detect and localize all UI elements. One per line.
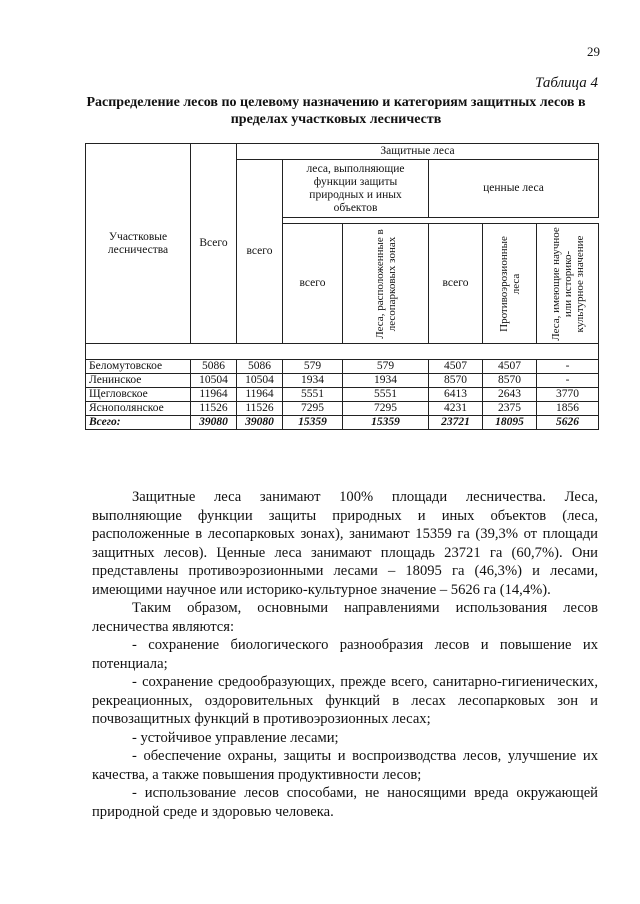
total-np: 15359 (283, 416, 343, 430)
header-val-total: всего (429, 224, 483, 344)
row-np-total: 579 (283, 360, 343, 374)
list-item: - устойчивое управление лесами; (132, 729, 339, 746)
row-total: 5086 (191, 360, 237, 374)
row-val-anti-erosion: 8570 (483, 374, 537, 388)
header-val-scientific (537, 224, 599, 344)
row-np-forest-park: 1934 (343, 374, 429, 388)
header-val-anti-erosion-text: Противоэрозионные леса (497, 235, 522, 332)
list-item: - использование лесов способами, не наносящими вреда окружающей природной среде и здоровью человека. (92, 785, 598, 820)
row-val-anti-erosion: 2375 (483, 402, 537, 416)
row-total: 11964 (191, 388, 237, 402)
row-protective-total: 5086 (237, 360, 283, 374)
header-protective: Защитные леса (237, 144, 599, 160)
row-val-total: 8570 (429, 374, 483, 388)
blank-row (86, 344, 599, 360)
row-np-total: 5551 (283, 388, 343, 402)
header-protective-total: всего (237, 160, 283, 344)
total-val-scientific: 5626 (537, 416, 599, 430)
table-row (86, 360, 599, 374)
row-np-total: 1934 (283, 374, 343, 388)
blank-cell (86, 344, 599, 360)
row-total: 10504 (191, 374, 237, 388)
header-val-scientific-text: Леса, имеющие научное или историко-культурное значение (549, 226, 586, 341)
header-val-anti-erosion (483, 224, 537, 344)
row-val-total: 4507 (429, 360, 483, 374)
total-all: 39080 (191, 416, 237, 430)
row-protective-total: 11964 (237, 388, 283, 402)
row-np-forest-park: 5551 (343, 388, 429, 402)
row-protective-total: 10504 (237, 374, 283, 388)
list-item: - сохранение средообразующих, прежде всего, санитарно-гигиенических, рекреационных, оздоровительных функций в лесах лесопарковых зон и почвозащитных функций в противоэрозионных лесах; (92, 674, 598, 727)
row-np-total: 7295 (283, 402, 343, 416)
table-title: Распределение лесов по целевому назначению и категориям защитных лесов в пределах участковых лесничеств (86, 95, 586, 127)
body-text (92, 488, 598, 821)
row-district: Щегловское (86, 388, 191, 402)
row-val-anti-erosion: 4507 (483, 360, 537, 374)
list-item: - сохранение биологического разнообразия лесов и повышение их потенциала; (92, 637, 598, 672)
forest-distribution-table (85, 143, 599, 430)
total-val: 23721 (429, 416, 483, 430)
paragraph: Защитные леса занимают 100% площади лесничества. Леса, выполняющие функции защиты природных и иных объектов (леса, расположенные в лесопарковых зонах), занимают 15359 га (39,3% от площади защитных лесов). Ценные леса занимают площадь 23721 га (60,7%). Они представлены противоэрозионными лесами – 18095 га (46,3%) и лесами, имеющими научное или историко-культурное значение – 5626 га (14,4%). (92, 489, 598, 598)
total-np-forest-park: 15359 (343, 416, 429, 430)
table-row (86, 402, 599, 416)
header-np-forest-park (343, 224, 429, 344)
table-label: Таблица 4 (535, 75, 598, 91)
total-protective: 39080 (237, 416, 283, 430)
header-district: Участковые лесничества (86, 144, 191, 344)
list-item: - обеспечение охраны, защиты и воспроизводства лесов, улучшение их качества, а также повышения продуктивности лесов; (92, 748, 598, 783)
header-total: Всего (191, 144, 237, 344)
row-val-scientific: 1856 (537, 402, 599, 416)
header-np-forest-park-text: Леса, расположенные в лесопарковых зонах (373, 228, 398, 339)
total-val-anti-erosion: 18095 (483, 416, 537, 430)
total-row (86, 416, 599, 430)
page-number: 29 (587, 44, 600, 59)
row-district: Беломутовское (86, 360, 191, 374)
row-district: Ленинское (86, 374, 191, 388)
row-np-forest-park: 579 (343, 360, 429, 374)
table-row (86, 388, 599, 402)
row-district: Яснополянское (86, 402, 191, 416)
row-val-total: 4231 (429, 402, 483, 416)
row-total: 11526 (191, 402, 237, 416)
row-val-total: 6413 (429, 388, 483, 402)
paragraph: Таким образом, основными направлениями использования лесов лесничества являются: (92, 600, 598, 635)
header-np-total: всего (283, 224, 343, 344)
total-label: Всего: (86, 416, 191, 430)
row-np-forest-park: 7295 (343, 402, 429, 416)
row-val-scientific: 3770 (537, 388, 599, 402)
table-row (86, 374, 599, 388)
header-nature-protection: леса, выполняющие функции защиты природных и иных объектов (283, 160, 429, 218)
row-protective-total: 11526 (237, 402, 283, 416)
row-val-anti-erosion: 2643 (483, 388, 537, 402)
header-valuable: ценные леса (429, 160, 599, 218)
row-val-scientific: - (537, 374, 599, 388)
row-val-scientific: - (537, 360, 599, 374)
